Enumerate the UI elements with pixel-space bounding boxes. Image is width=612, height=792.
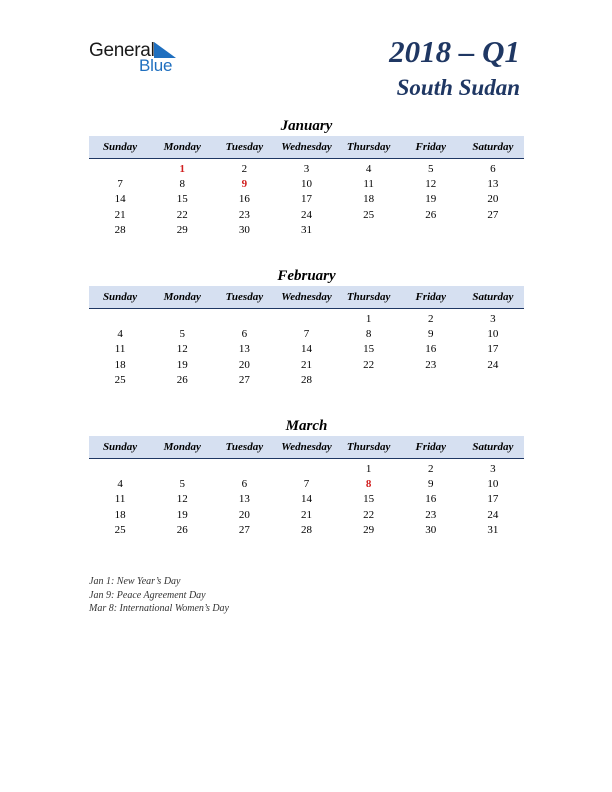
week-row — [89, 192, 524, 207]
day-cell: 15 — [176, 193, 188, 206]
day-cell: 18 — [114, 358, 126, 371]
holiday-note: Mar 8: International Women’s Day — [89, 603, 229, 614]
day-cell: 28 — [300, 373, 312, 386]
day-cell: 1 — [365, 312, 372, 325]
holiday-day-cell: 1 — [179, 162, 185, 175]
day-cell: 22 — [363, 508, 375, 521]
day-cell: 25 — [114, 523, 126, 536]
month-march — [89, 416, 524, 537]
holiday-notes — [89, 575, 229, 616]
day-cell: 25 — [363, 208, 375, 221]
day-cell: 17 — [487, 343, 499, 356]
weekday-label: Sunday — [102, 291, 138, 303]
weekday-label: Sunday — [102, 441, 138, 453]
day-cell: 23 — [238, 208, 250, 221]
day-cell: 17 — [300, 193, 312, 206]
month-grid — [89, 309, 524, 387]
brand-name-blue: Blue — [139, 56, 173, 75]
day-cell: 15 — [363, 493, 375, 506]
brand-name-general: General — [89, 40, 155, 61]
week-row — [89, 207, 524, 222]
day-cell: 27 — [487, 208, 499, 221]
day-cell: 14 — [300, 493, 312, 506]
weekday-label: Wednesday — [281, 141, 332, 153]
week-row — [89, 522, 524, 537]
weekday-label: Wednesday — [281, 441, 332, 453]
day-cell: 29 — [363, 523, 375, 536]
day-cell: 27 — [238, 523, 250, 536]
country-title: South Sudan — [396, 75, 520, 100]
day-cell: 31 — [487, 523, 499, 536]
weekday-header — [89, 436, 524, 459]
weekday-label: Thursday — [346, 141, 391, 153]
day-cell: 18 — [363, 193, 375, 206]
day-cell: 30 — [425, 523, 437, 536]
week-row — [89, 342, 524, 357]
day-cell: 3 — [303, 162, 310, 175]
day-cell: 28 — [300, 523, 312, 536]
weekday-label: Thursday — [346, 291, 391, 303]
day-cell: 11 — [114, 493, 126, 506]
day-cell: 31 — [300, 223, 312, 236]
day-cell: 6 — [241, 327, 248, 340]
holiday-note: Jan 9: Peace Agreement Day — [89, 589, 206, 601]
weekday-label: Tuesday — [225, 291, 264, 303]
week-row — [89, 176, 524, 191]
month-january — [89, 116, 524, 237]
day-cell: 19 — [176, 358, 188, 371]
brand-logo — [89, 40, 199, 76]
day-cell: 6 — [241, 477, 248, 490]
day-cell: 17 — [487, 493, 499, 506]
day-cell: 3 — [490, 312, 496, 325]
day-cell: 8 — [365, 327, 372, 340]
day-cell: 26 — [425, 208, 437, 221]
day-cell: 7 — [117, 177, 123, 190]
day-cell: 29 — [176, 223, 188, 236]
day-cell: 4 — [117, 327, 123, 340]
day-cell: 2 — [428, 462, 434, 475]
day-cell: 28 — [114, 223, 126, 236]
week-row — [89, 492, 524, 507]
day-cell: 10 — [487, 327, 499, 340]
day-cell: 21 — [300, 508, 312, 521]
day-cell: 26 — [176, 373, 188, 386]
day-cell: 10 — [487, 477, 499, 490]
day-cell: 5 — [179, 477, 185, 490]
week-row — [89, 461, 524, 476]
day-cell: 23 — [425, 358, 437, 371]
day-cell: 27 — [238, 373, 250, 386]
day-cell: 24 — [300, 208, 312, 221]
day-cell: 20 — [238, 358, 250, 371]
day-cell: 22 — [176, 208, 188, 221]
weekday-label: Monday — [163, 141, 201, 153]
day-cell: 13 — [238, 343, 250, 356]
day-cell: 21 — [300, 358, 312, 371]
day-cell: 11 — [363, 177, 374, 190]
day-cell: 14 — [300, 343, 312, 356]
day-cell: 9 — [428, 477, 434, 490]
month-february — [89, 266, 524, 387]
day-cell: 15 — [363, 343, 375, 356]
day-cell: 23 — [425, 508, 437, 521]
weekday-label: Saturday — [472, 291, 514, 303]
day-cell: 19 — [425, 193, 437, 206]
weekday-label: Thursday — [346, 441, 391, 453]
weekday-label: Saturday — [472, 141, 514, 153]
day-cell: 21 — [114, 208, 126, 221]
day-cell: 12 — [425, 177, 437, 190]
day-cell: 16 — [425, 343, 437, 356]
day-cell: 12 — [176, 493, 188, 506]
weekday-label: Tuesday — [225, 141, 264, 153]
weekday-label: Tuesday — [225, 441, 264, 453]
weekday-label: Saturday — [472, 441, 514, 453]
day-cell: 13 — [238, 493, 250, 506]
month-title: March — [285, 418, 328, 434]
day-cell: 1 — [365, 462, 372, 475]
day-cell: 8 — [179, 177, 185, 190]
day-cell: 24 — [487, 358, 499, 371]
day-cell: 22 — [363, 358, 375, 371]
day-cell: 6 — [490, 162, 496, 175]
day-cell: 25 — [114, 373, 126, 386]
weekday-label: Friday — [415, 141, 447, 153]
day-cell: 7 — [303, 477, 310, 490]
day-cell: 2 — [241, 162, 248, 175]
week-row — [89, 311, 524, 326]
weekday-header — [89, 286, 524, 309]
month-title: February — [277, 268, 336, 284]
day-cell: 26 — [176, 523, 188, 536]
day-cell: 3 — [490, 462, 496, 475]
day-cell: 14 — [114, 193, 126, 206]
week-row — [89, 372, 524, 387]
week-row — [89, 161, 524, 176]
day-cell: 16 — [425, 493, 437, 506]
month-grid — [89, 459, 524, 537]
week-row — [89, 326, 524, 341]
day-cell: 18 — [114, 508, 126, 521]
day-cell: 20 — [238, 508, 250, 521]
day-cell: 4 — [365, 162, 372, 175]
week-row — [89, 507, 524, 522]
day-cell: 2 — [428, 312, 434, 325]
day-cell: 11 — [114, 343, 126, 356]
day-cell: 24 — [487, 508, 499, 521]
weekday-header — [89, 136, 524, 159]
weekday-label: Friday — [415, 441, 447, 453]
day-cell: 7 — [303, 327, 310, 340]
weekday-label: Monday — [163, 441, 201, 453]
day-cell: 12 — [176, 343, 188, 356]
weekday-label: Sunday — [102, 141, 138, 153]
day-cell: 4 — [117, 477, 123, 490]
day-cell: 13 — [487, 177, 499, 190]
weekday-label: Friday — [415, 291, 447, 303]
week-row — [89, 222, 524, 237]
week-row — [89, 476, 524, 491]
holiday-day-cell: 9 — [241, 177, 248, 190]
day-cell: 19 — [176, 508, 188, 521]
day-cell: 16 — [238, 193, 250, 206]
period-title: 2018 – Q1 — [389, 34, 520, 69]
day-cell: 5 — [179, 327, 185, 340]
week-row — [89, 357, 524, 372]
day-cell: 30 — [238, 223, 250, 236]
weekday-label: Monday — [163, 291, 201, 303]
holiday-note: Jan 1: New Year’s Day — [89, 576, 181, 587]
day-cell: 9 — [428, 327, 434, 340]
day-cell: 10 — [300, 177, 312, 190]
day-cell: 5 — [428, 162, 434, 175]
holiday-day-cell: 8 — [365, 477, 372, 490]
weekday-label: Wednesday — [281, 291, 332, 303]
day-cell: 20 — [487, 193, 499, 206]
month-title: January — [280, 118, 333, 134]
month-grid — [89, 159, 524, 237]
